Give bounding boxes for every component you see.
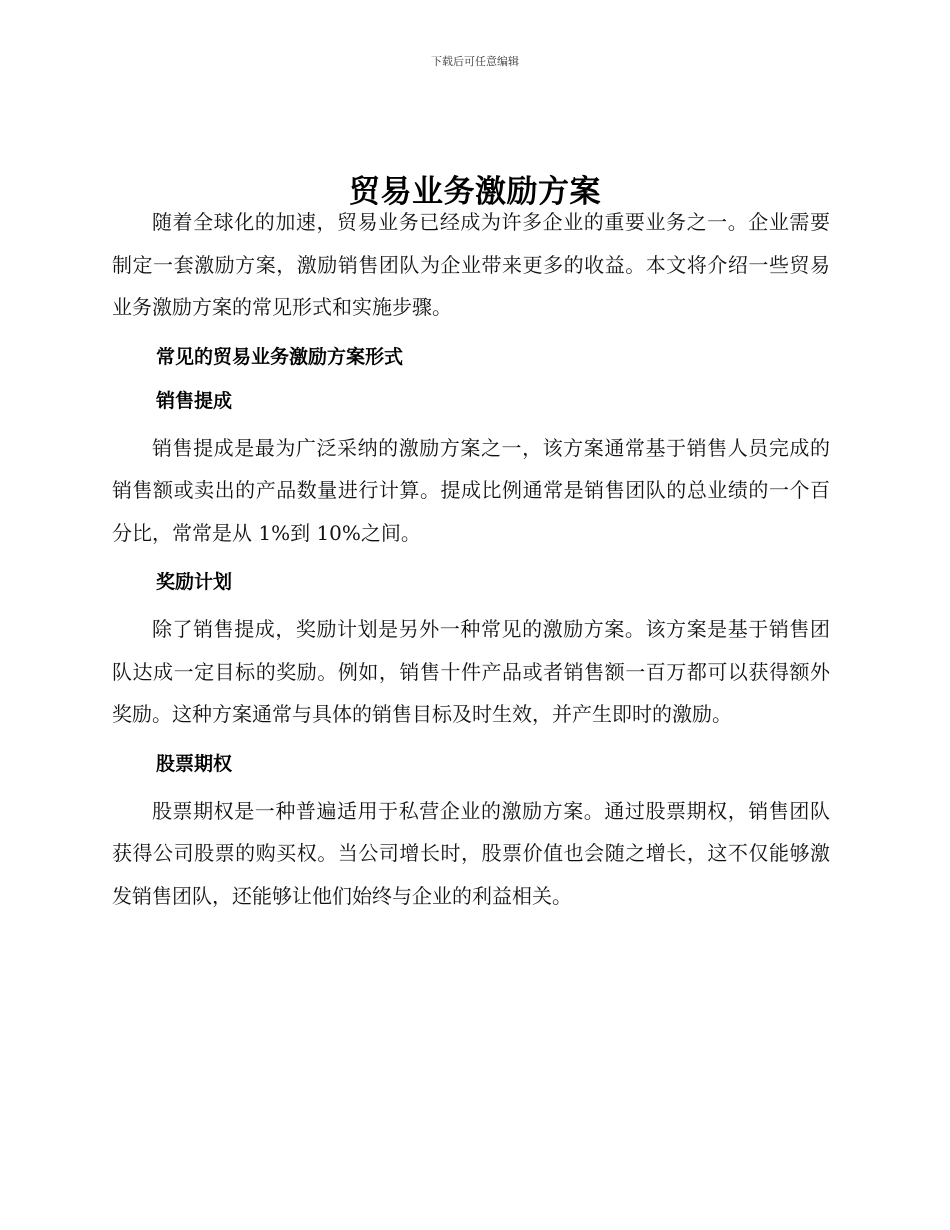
header-note: 下载后可任意编辑 (431, 55, 519, 68)
document-body (112, 201, 830, 917)
subsection-heading-stock-options: 股票期权 (156, 752, 233, 775)
document-title: 贸易业务激励方案 (349, 173, 601, 210)
paragraph-reward-plan: 除了销售提成，奖励计划是另外一种常见的激励方案。该方案是基于销售团队达成一定目标的奖励。例如，销售十件产品或者销售额一百万都可以获得额外奖励。这种方案通常与具体的销售目标及时生效，并产生即时的激励。 (112, 617, 830, 726)
paragraph-stock-options: 股票期权是一种普遍适用于私营企业的激励方案。通过股票期权，销售团队获得公司股票的购买权。当公司增长时，股票价值也会随之增长，这不仅能够激发销售团队，还能够让他们始终与企业的利益相关。 (112, 798, 830, 908)
subsection-heading-reward-plan: 奖励计划 (156, 571, 233, 593)
section-heading: 常见的贸易业务激励方案形式 (156, 345, 404, 368)
intro-paragraph: 随着全球化的加速，贸易业务已经成为许多企业的重要业务之一。企业需要制定一套激励方案，激励销售团队为企业带来更多的收益。本文将介绍一些贸易业务激励方案的常见形式和实施步骤。 (112, 210, 830, 319)
subsection-heading-sales-commission: 销售提成 (156, 389, 233, 412)
paragraph-sales-commission: 销售提成是最为广泛采纳的激励方案之一，该方案通常基于销售人员完成的销售额或卖出的产品数量进行计算。提成比例通常是销售团队的总业绩的一个百分比，常常是从 1%到 10%之间。 (112, 435, 830, 545)
